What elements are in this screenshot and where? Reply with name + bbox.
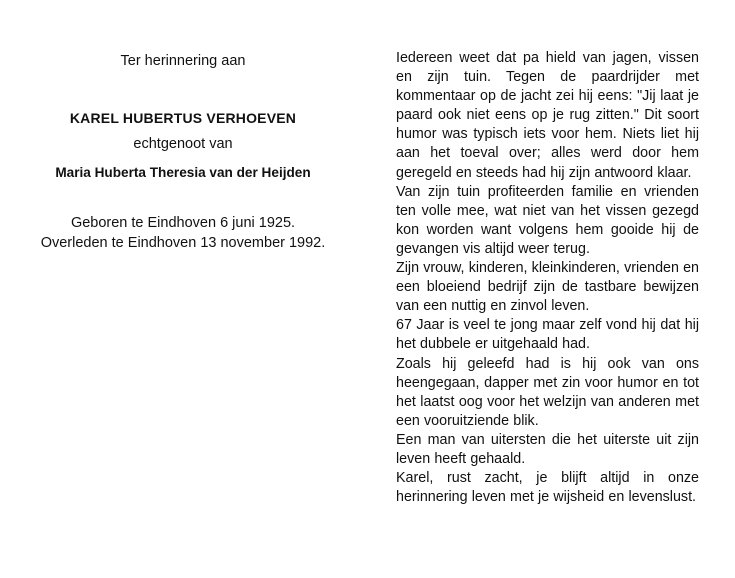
memorial-paragraph-garden: Van zijn tuin profiteerden familie en vrienden ten volle mee, wat niet van het vissen gezegd kon worden want volgens hem gooide hij de gevangen vis altijd weer terug. — [396, 183, 699, 257]
life-dates — [18, 213, 348, 253]
deceased-name: KAREL HUBERTUS VERHOEVEN — [69, 110, 297, 126]
memorial-paragraph-family: Zijn vrouw, kinderen, kleinkinderen, vrienden en een bloeiend bedrijf zijn de tastbare bewijzen van een nuttig en zinvol leven. — [396, 260, 699, 315]
memorial-paragraph-farewell: Karel, rust zacht, je blijft altijd in onze herinnering leven met je wijsheid en levenslust. — [396, 470, 699, 506]
memorial-left-panel — [18, 52, 348, 253]
memorial-paragraph-departure: Zoals hij geleefd had is hij ook van ons heengegaan, dapper met zin voor humor en tot het laatst oog voor het welzijn van anderen met een vooruitziende blik. — [396, 355, 699, 429]
spouse-intro: echtgenoot van — [133, 136, 233, 152]
memorial-paragraph-extremes: Een man van uitersten die het uiterste uit zijn leven heeft gehaald. — [396, 431, 699, 467]
birth-line: Geboren te Eindhoven 6 juni 1925. — [70, 215, 296, 231]
spouse-name: Maria Huberta Theresia van der Heijden — [55, 165, 311, 180]
remembrance-intro: Ter herinnering aan — [120, 53, 246, 69]
memorial-paragraph-hobbies: Iedereen weet dat pa hield van jagen, vissen en zijn tuin. Tegen de paardrijder met kommentaar op de jacht zei hij eens: "Jij laat je paard ook niet eens op je rug zitten." Dit soort humor was typisch iets voor hem. Niets liet hij aan het toeval over; alles werd door hem geregeld en steeds had hij zijn antwoord klaar. — [396, 50, 699, 181]
death-line: Overleden te Eindhoven 13 november 1992. — [40, 235, 326, 251]
memorial-text-panel — [396, 49, 699, 507]
memorial-paragraph-age: 67 Jaar is veel te jong maar zelf vond hij dat hij het dubbele er uitgehaald had. — [396, 317, 699, 353]
